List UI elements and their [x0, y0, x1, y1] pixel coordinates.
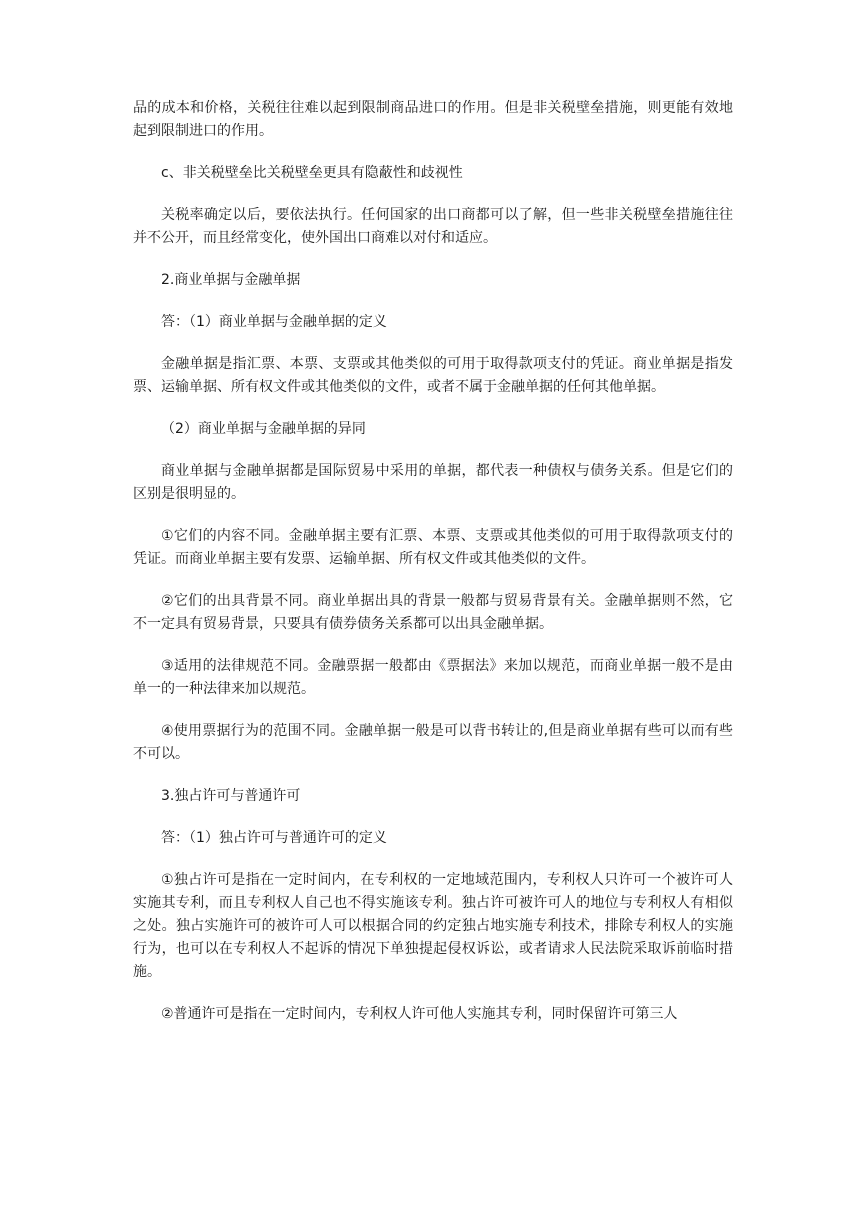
list-item-ordinary-license: ②普通许可是指在一定时间内，专利权人许可他人实施其专利，同时保留许可第三人 — [161, 1006, 678, 1022]
paragraph: 关税率确定以后，要依法执行。任何国家的出口商都可以了解，但一些非关税壁垒措施往往并不公开，而且经常变化，使外国出口商难以对付和适应。 — [133, 207, 733, 246]
answer-heading-3: 答：（1）独占许可与普通许可的定义 — [161, 830, 387, 846]
list-item-2: ②它们的出具背景不同。商业单据出具的背景一般都与贸易背景有关。金融单据则不然，它不一定具有贸易背景，只要具有债券债务关系都可以出具金融单据。 — [133, 593, 733, 632]
paragraph: 商业单据与金融单据都是国际贸易中采用的单据，都代表一种债权与债务关系。但是它们的区别是很明显的。 — [133, 463, 733, 502]
paragraph-continuation: 品的成本和价格，关税往往难以起到限制商品进口的作用。但是非关税壁垒措施，则更能有效地起到限制进口的作用。 — [133, 100, 733, 139]
list-item-4: ④使用票据行为的范围不同。金融单据一般是可以背书转让的,但是商业单据有些可以而有些不可以。 — [133, 723, 733, 762]
answer-heading-1: 答：（1）商业单据与金融单据的定义 — [161, 314, 387, 330]
answer-heading-2: （2）商业单据与金融单据的异同 — [161, 421, 366, 437]
list-item-3: ③适用的法律规范不同。金融票据一般都由《票据法》来加以规范，而商业单据一般不是由单一的一种法律来加以规范。 — [133, 658, 733, 697]
list-item-exclusive-license: ①独占许可是指在一定时间内，在专利权的一定地域范围内，专利权人只许可一个被许可人实施其专利，而且专利权人自己也不得实施该专利。独占许可被许可人的地位与专利权人有相似之处。独占实施许可的被许可人可以根据合同的约定独占地实施专利技术，排除专利权人的实施行为，也可以在专利权人不起诉的情况下单独提起侵权诉讼，或者请求人民法院采取诉前临时措施。 — [133, 872, 733, 980]
paragraph: 金融单据是指汇票、本票、支票或其他类似的可用于取得款项支付的凭证。商业单据是指发票、运输单据、所有权文件或其他类似的文件，或者不属于金融单据的任何其他单据。 — [133, 356, 733, 395]
section-heading-3: 3.独占许可与普通许可 — [161, 788, 301, 804]
document-body — [133, 97, 733, 1045]
list-item-1: ①它们的内容不同。金融单据主要有汇票、本票、支票或其他类似的可用于取得款项支付的凭证。而商业单据主要有发票、运输单据、所有权文件或其他类似的文件。 — [133, 528, 733, 567]
subheading-c: c、非关税壁垒比关税壁垒更具有隐蔽性和歧视性 — [161, 165, 463, 181]
section-heading-2: 2.商业单据与金融单据 — [161, 272, 301, 288]
